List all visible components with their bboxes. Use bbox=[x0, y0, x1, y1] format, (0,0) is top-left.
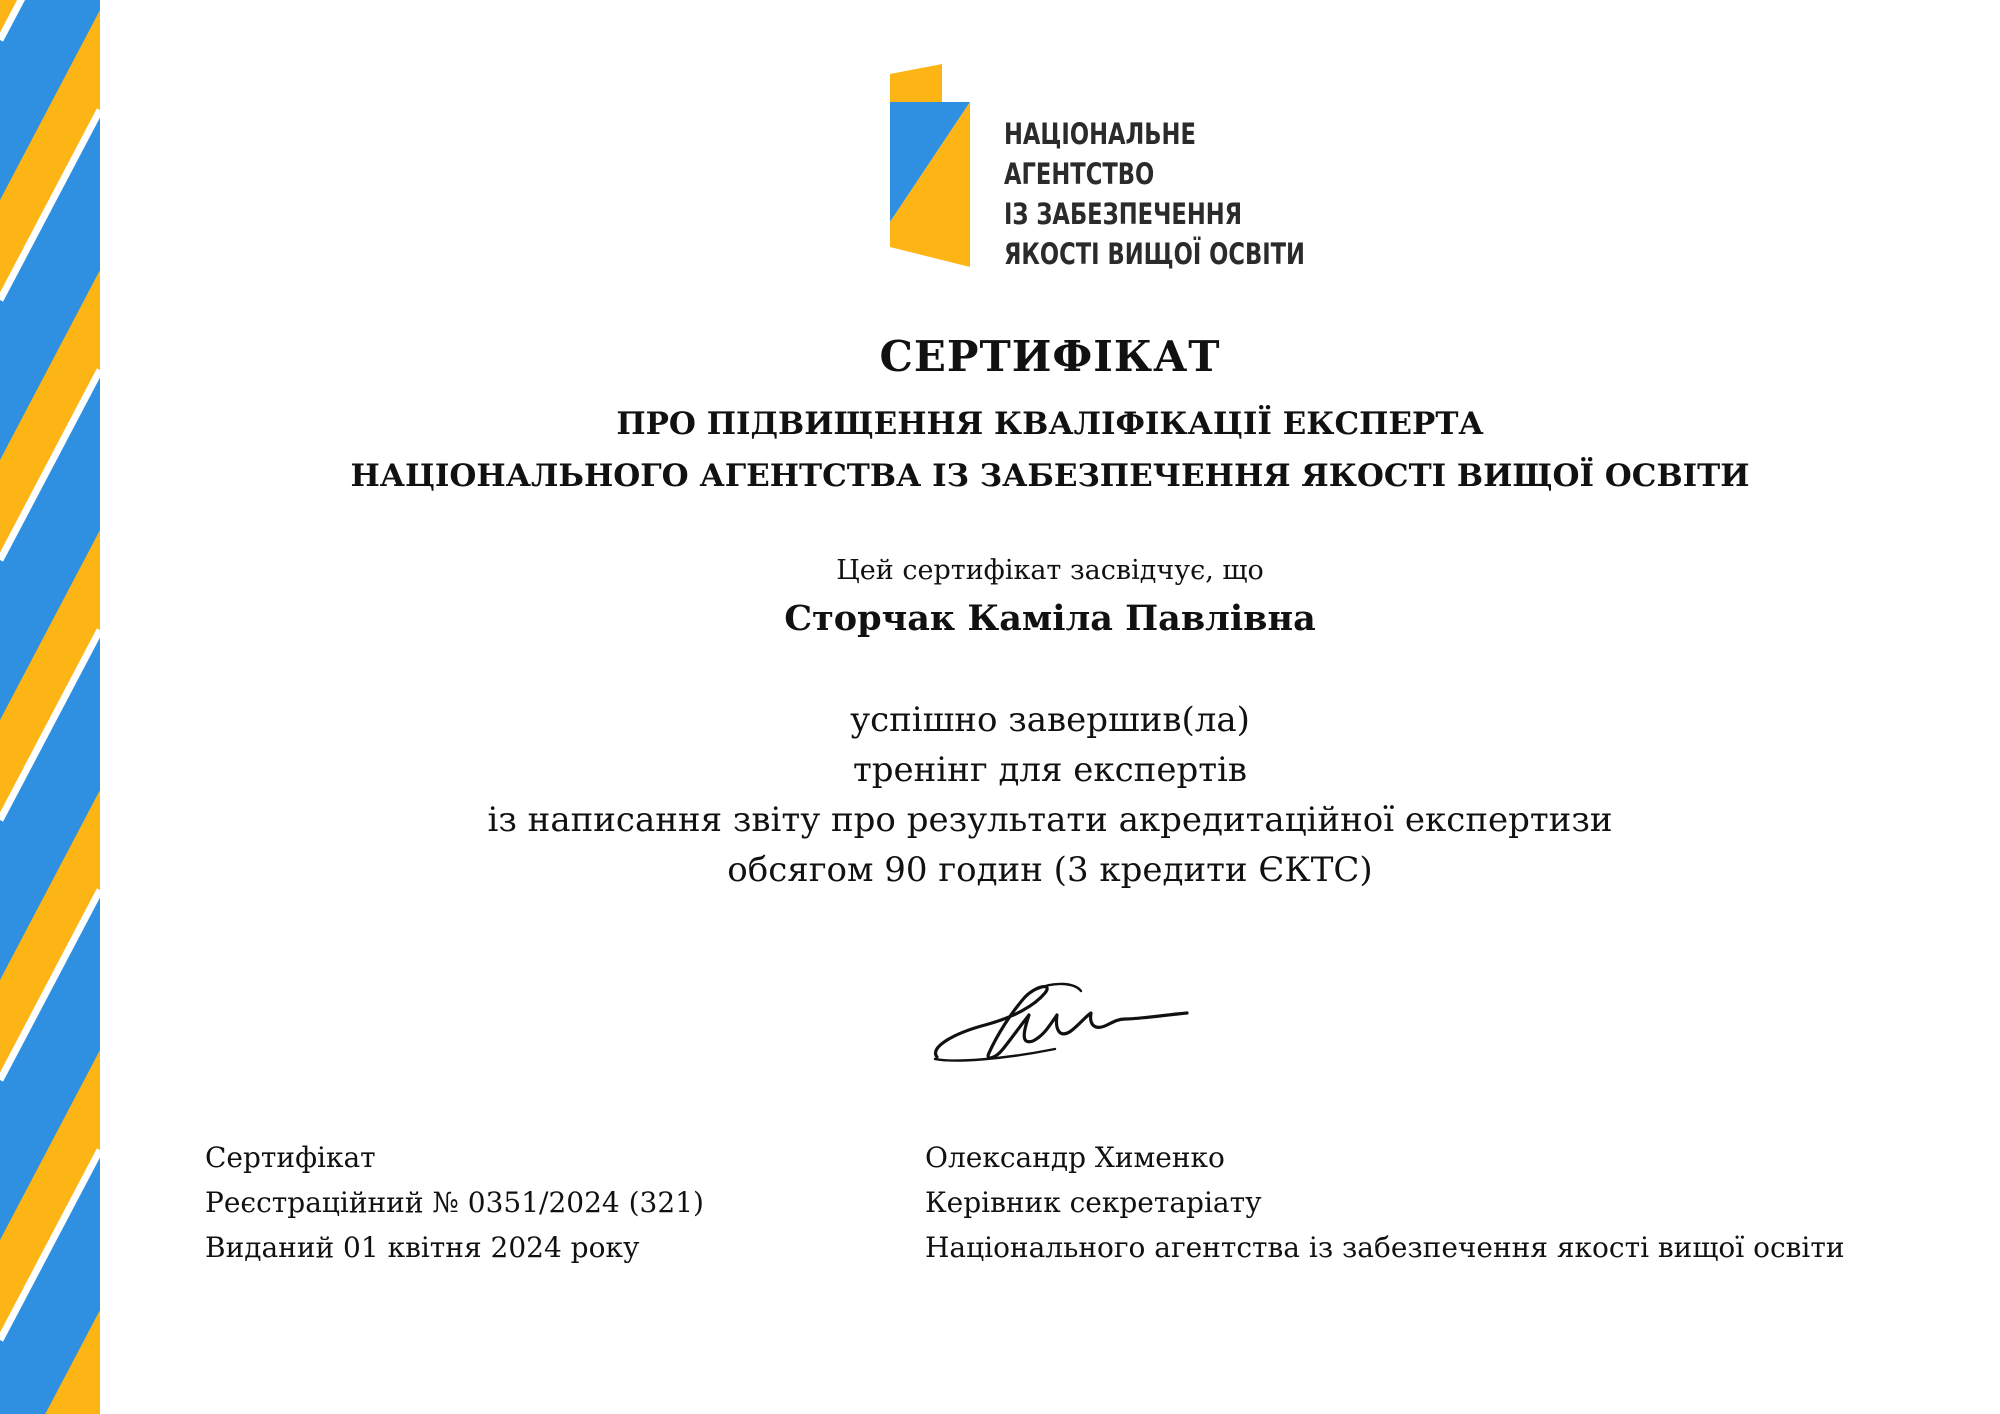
registration-label: Сертифікат bbox=[205, 1141, 376, 1174]
registration-number: Реєстраційний № 0351/2024 (321) bbox=[205, 1186, 704, 1219]
body-line: тренінг для експертів bbox=[852, 750, 1248, 790]
signature-image bbox=[925, 975, 1195, 1070]
body-line: успішно завершив(ла) bbox=[850, 700, 1250, 740]
recipient-name: Сторчак Каміла Павлівна bbox=[784, 598, 1316, 639]
body-line: із написання звіту про результати акредитаційної експертизи bbox=[487, 800, 1613, 840]
certificate-title: СЕРТИФІКАТ bbox=[879, 332, 1221, 381]
logo-line: НАЦІОНАЛЬНЕ bbox=[1004, 117, 1196, 151]
body-line: обсягом 90 годин (3 кредити ЄКТС) bbox=[727, 850, 1373, 890]
subtitle-line: ПРО ПІДВИЩЕННЯ КВАЛІФІКАЦІЇ ЕКСПЕРТА bbox=[616, 406, 1484, 442]
certificate-subtitle bbox=[90, 398, 2000, 502]
certifies-text: Цей сертифікат засвідчує, що bbox=[836, 555, 1264, 586]
issue-date: Виданий 01 квітня 2024 року bbox=[205, 1231, 640, 1264]
signatory-name: Олександр Хименко bbox=[925, 1141, 1225, 1174]
logo-line: АГЕНТСТВО bbox=[1004, 157, 1155, 191]
stripe-pattern bbox=[0, 0, 100, 1414]
logo-line: ЯКОСТІ ВИЩОЇ ОСВІТИ bbox=[1004, 237, 1305, 271]
signatory-organization: Національного агентства із забезпечення якості вищої освіти bbox=[925, 1231, 1845, 1264]
agency-logo bbox=[880, 62, 1305, 272]
certificate-body bbox=[90, 695, 2000, 895]
subtitle-line: НАЦІОНАЛЬНОГО АГЕНТСТВА ІЗ ЗАБЕЗПЕЧЕННЯ ЯКОСТІ ВИЩОЇ ОСВІТИ bbox=[350, 458, 1750, 494]
certificate-registration bbox=[205, 1135, 704, 1270]
logo-mark-icon bbox=[880, 62, 980, 272]
signatory-block bbox=[925, 1135, 1845, 1270]
signatory-position: Керівник секретаріату bbox=[925, 1186, 1262, 1219]
logo-line: ІЗ ЗАБЕЗПЕЧЕННЯ bbox=[1004, 197, 1243, 231]
decorative-stripe-band bbox=[0, 0, 100, 1414]
logo-wordmark bbox=[1004, 114, 1305, 274]
